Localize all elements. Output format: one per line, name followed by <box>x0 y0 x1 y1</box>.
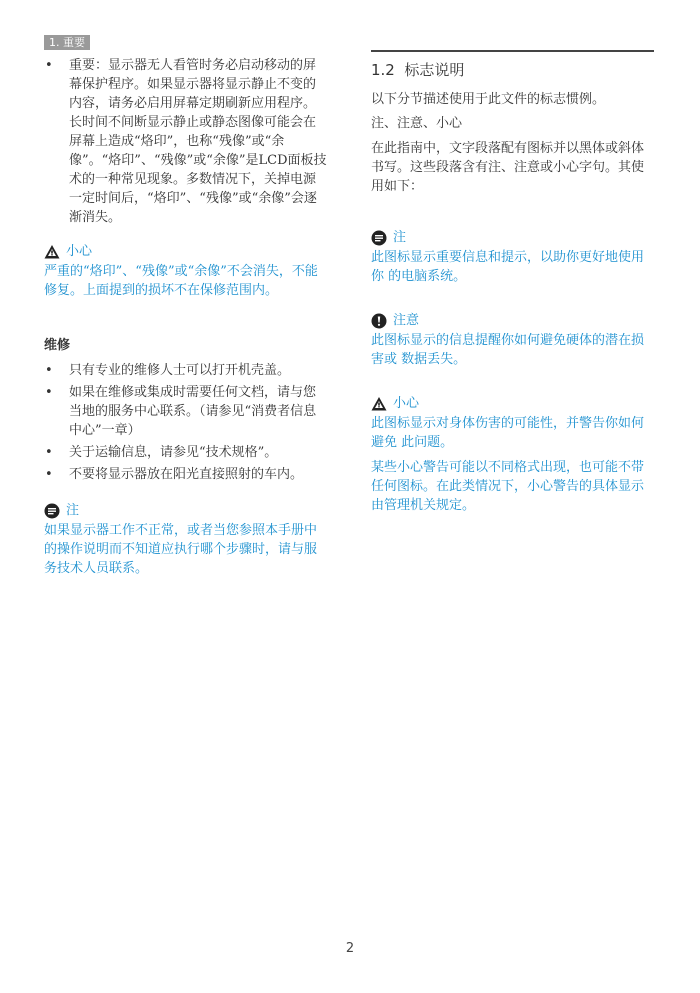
important-list <box>44 56 328 227</box>
repair-item-text: 如果在维修或集成时需要任何文档，请与您当地的服务中心联系。（请参见“消费者信息中心”一章） <box>69 385 317 438</box>
note-text: 此图标显示重要信息和提示，以助你更好地使用你 的电脑系统。 <box>371 250 645 284</box>
intro-text: 以下分节描述使用于此文件的标志惯例。 <box>371 92 606 107</box>
caution-header <box>44 243 328 260</box>
list-item <box>44 383 328 440</box>
list-item <box>44 465 328 484</box>
caution-header <box>371 395 654 412</box>
warning-triangle-icon <box>371 396 387 412</box>
left-column <box>44 31 328 578</box>
bullet-icon: • <box>45 363 53 378</box>
bullet-icon: • <box>45 467 53 482</box>
bullet-icon: • <box>45 385 53 400</box>
attention-header <box>371 312 654 329</box>
repair-list <box>44 361 328 484</box>
bullet-icon: • <box>45 445 53 460</box>
note-header <box>44 502 328 519</box>
right-column <box>371 50 654 515</box>
section-number: 1.2 <box>371 61 395 79</box>
subheading: 注、注意、小心 <box>371 116 463 131</box>
note-label: 注 <box>393 230 407 245</box>
section-title <box>371 60 654 80</box>
bullet-icon: • <box>45 58 53 73</box>
page-number: 2 <box>345 941 355 956</box>
section-title-text: 标志说明 <box>404 61 465 79</box>
list-item <box>44 361 328 380</box>
repair-item-text: 只有专业的维修人士可以打开机壳盖。 <box>69 363 291 378</box>
repair-section <box>44 337 328 484</box>
section-rule <box>371 50 654 52</box>
attention-text: 此图标显示的信息提醒你如何避免硬体的潜在损害或 数据丢失。 <box>371 333 645 367</box>
warning-triangle-icon <box>44 244 60 260</box>
important-text: 重要：显示器无人看管时务必启动移动的屏幕保护程序。如果显示器将显示静止不变的内容，请务必启用屏幕定期刷新应用程序。长时间不间断显示静止或静态图像可能会在屏幕上造成“烙印”，也称“残像”或“余像”。“烙印”、“残像”或“余像”是LCD面板技术的一种常见现象。多数情况下，关掉电源一定时间后，“烙印”、“残像”或“余像”会逐渐消失。 <box>69 58 327 225</box>
caution-block <box>371 395 654 515</box>
repair-heading: 维修 <box>44 338 71 353</box>
chapter-tag: 1. 重要 <box>44 35 90 50</box>
note-text: 如果显示器工作不正常，或者当您参照本手册中的操作说明而不知道应执行哪个步骤时，请与服务技术人员联系。 <box>44 523 318 576</box>
note-label: 注 <box>66 503 80 518</box>
note-block <box>44 502 328 578</box>
list-item <box>44 56 328 227</box>
note-icon <box>44 503 60 519</box>
caution-label: 小心 <box>66 244 93 259</box>
note-header <box>371 229 654 246</box>
exclamation-icon <box>371 313 387 329</box>
body-text: 在此指南中，文字段落配有图标并以黑体或斜体书写。这些段落含有注、注意或小心字句。其使用如下： <box>371 141 645 194</box>
list-item <box>44 443 328 462</box>
note-block <box>371 229 654 286</box>
note-icon <box>371 230 387 246</box>
repair-item-text: 不要将显示器放在阳光直接照射的车内。 <box>69 467 304 482</box>
caution-label: 小心 <box>393 396 420 411</box>
caution-text: 严重的“烙印”、“残像”或“余像”不会消失，不能修复。上面提到的损坏不在保修范围内。 <box>44 264 318 298</box>
caution-block <box>44 243 328 300</box>
caution-text-2: 某些小心警告可能以不同格式出现，也可能不带任何图标。在此类情况下，小心警告的具体显示由管理机关规定。 <box>371 460 645 513</box>
repair-item-text: 关于运输信息，请参见“技术规格”。 <box>69 445 278 460</box>
attention-label: 注意 <box>393 313 420 328</box>
caution-text-1: 此图标显示对身体伤害的可能性，并警告你如何避免 此问题。 <box>371 416 645 450</box>
attention-block <box>371 312 654 369</box>
